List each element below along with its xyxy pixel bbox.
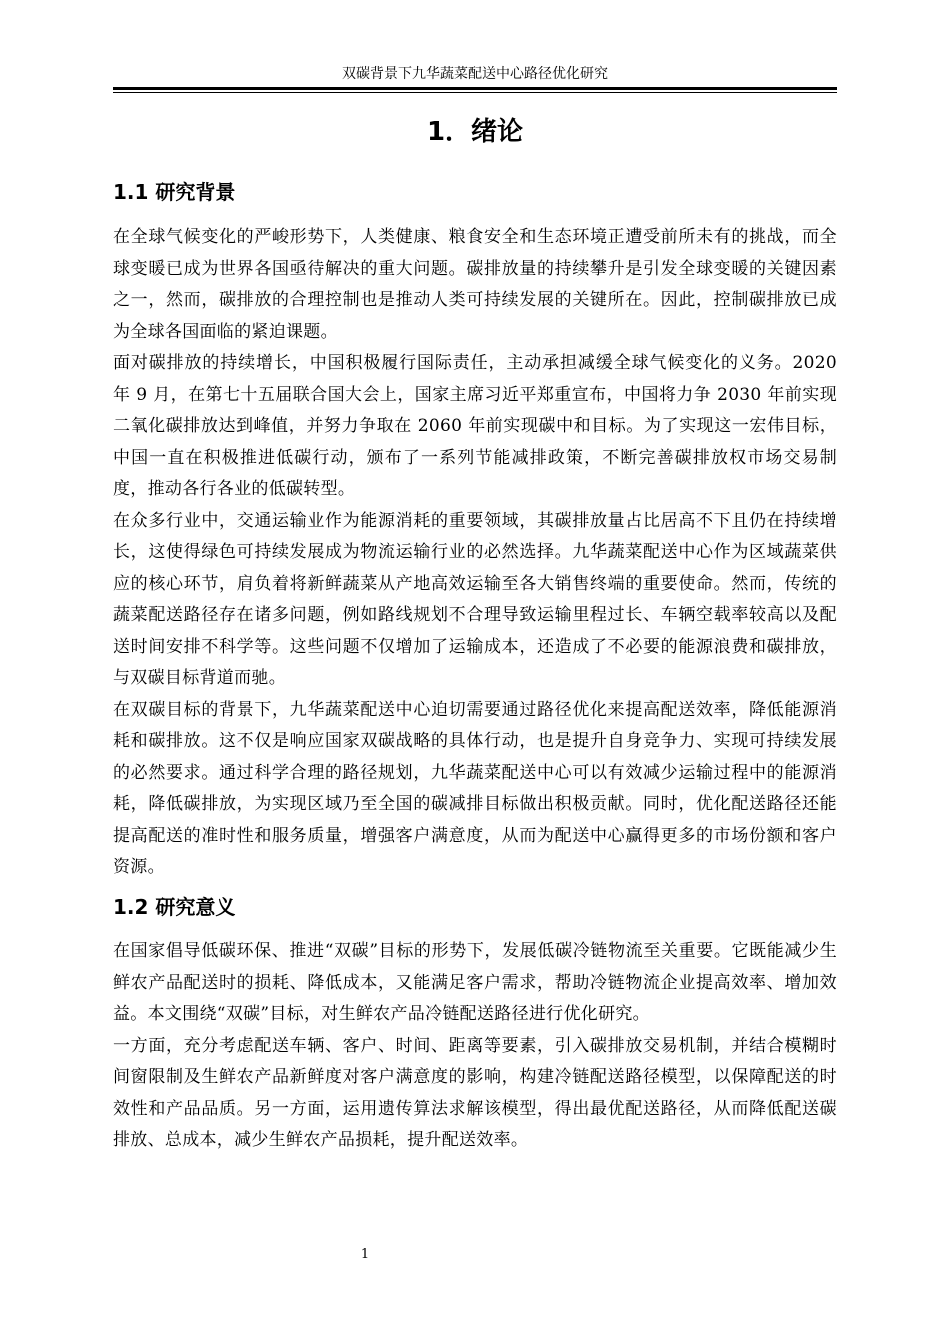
section-title-significance: 1.2 研究意义 bbox=[113, 895, 236, 919]
page-number: 1 bbox=[360, 1247, 370, 1262]
paragraph: 在双碳目标的背景下，九华蔬菜配送中心迫切需要通过路径优化来提高配送效率，降低能源消耗和碳排放。这不仅是响应国家双碳战略的具体行动，也是提升自身竞争力、实现可持续发展的必然要求。通过科学合理的路径规划，九华蔬菜配送中心可以有效减少运输过程中的能源消耗，降低碳排放，为实现区域乃至全国的碳减排目标做出积极贡献。同时，优化配送路径还能提高配送的准时性和服务质量，增强客户满意度，从而为配送中心赢得更多的市场份额和客户资源。 bbox=[113, 699, 837, 877]
chapter-title: 1．绪论 bbox=[426, 117, 524, 147]
running-header: 双碳背景下九华蔬菜配送中心路径优化研究 bbox=[342, 66, 608, 82]
paragraph: 在全球气候变化的严峻形势下，人类健康、粮食安全和生态环境正遭受前所未有的挑战，而全球变暖已成为世界各国亟待解决的重大问题。碳排放量的持续攀升是引发全球变暖的关键因素之一，然而，碳排放的合理控制也是推动人类可持续发展的关键所在。因此，控制碳排放已成为全球各国面临的紧迫课题。 bbox=[113, 227, 837, 342]
paragraph: 在众多行业中，交通运输业作为能源消耗的重要领域，其碳排放量占比居高不下且仍在持续增长，这使得绿色可持续发展成为物流运输行业的必然选择。九华蔬菜配送中心作为区域蔬菜供应的核心环节，肩负着将新鲜蔬菜从产地高效运输至各大销售终端的重要使命。然而，传统的蔬菜配送路径存在诸多问题，例如路线规划不合理导致运输里程过长、车辆空载率较高以及配送时间安排不科学等。这些问题不仅增加了运输成本，还造成了不必要的能源浪费和碳排放，与双碳目标背道而驰。 bbox=[113, 510, 837, 688]
paragraph: 一方面，充分考虑配送车辆、客户、时间、距离等要素，引入碳排放交易机制，并结合模糊时间窗限制及生鲜农产品新鲜度对客户满意度的影响，构建冷链配送路径模型，以保障配送的时效性和产品品质。另一方面，运用遗传算法求解该模型，得出最优配送路径，从而降低配送碳排放、总成本，减少生鲜农产品损耗，提升配送效率。 bbox=[113, 1035, 837, 1150]
section-background-body bbox=[113, 222, 837, 884]
header-rule-thick bbox=[113, 87, 837, 90]
section-title-background: 1.1 研究背景 bbox=[113, 180, 236, 204]
header-rule-thin bbox=[113, 92, 837, 93]
paragraph: 在国家倡导低碳环保、推进“双碳”目标的形势下，发展低碳冷链物流至关重要。它既能减少生鲜农产品配送时的损耗、降低成本，又能满足客户需求，帮助冷链物流企业提高效率、增加效益。本文围绕“双碳”目标，对生鲜农产品冷链配送路径进行优化研究。 bbox=[113, 941, 837, 1024]
paragraph: 面对碳排放的持续增长，中国积极履行国际责任，主动承担减缓全球气候变化的义务。2020 年 9 月，在第七十五届联合国大会上，国家主席习近平郑重宣布，中国将力争 2030 年前实现二氧化碳排放达到峰值，并努力争取在 2060 年前实现碳中和目标。为了实现这一宏伟目标，中国一直在积极推进低碳行动，颁布了一系列节能减排政策，不断完善碳排放权市场交易制度，推动各行各业的低碳转型。 bbox=[113, 353, 837, 499]
section-significance-body bbox=[113, 936, 837, 1157]
